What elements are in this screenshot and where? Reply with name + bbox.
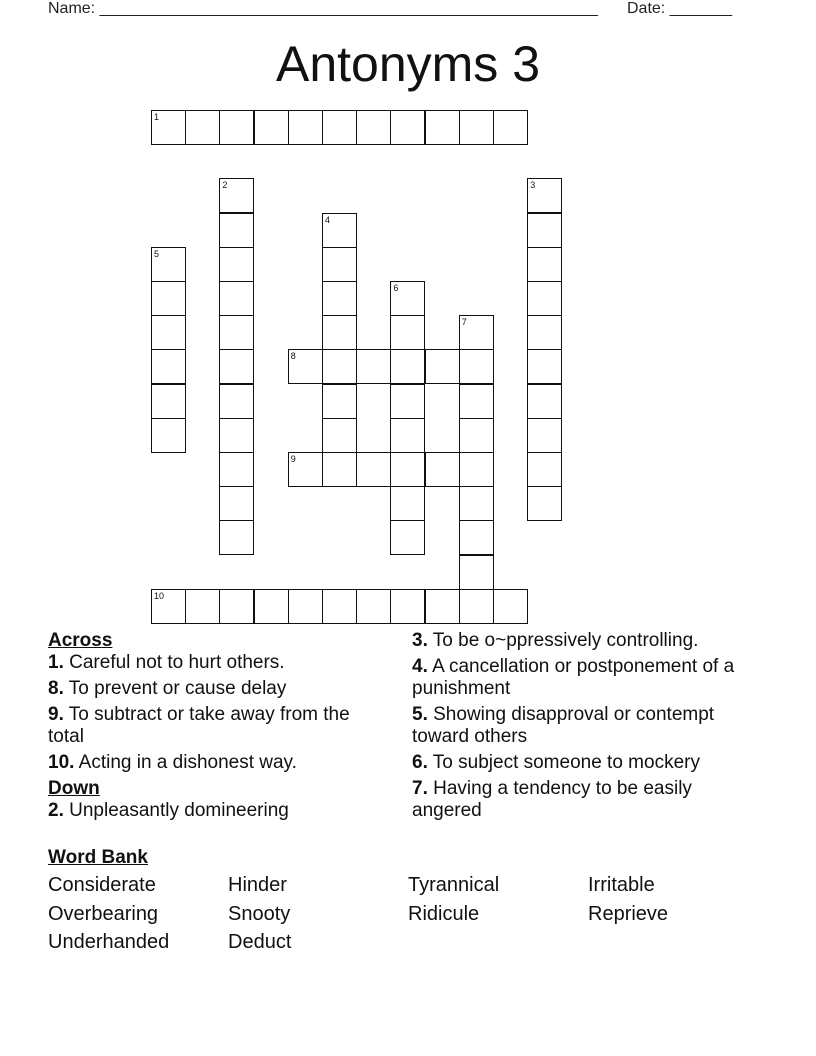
crossword-cell[interactable] [219,589,254,624]
crossword-cell[interactable] [390,349,425,384]
date-line: Date: _______ [627,0,732,17]
crossword-cell[interactable] [219,281,254,316]
word-bank-word: Irritable [588,874,655,896]
word-bank [48,873,768,963]
clue-text: A cancellation or postponement of a punishment [412,656,735,699]
crossword-cell[interactable] [390,418,425,453]
crossword-cell[interactable] [459,520,494,555]
crossword-cell[interactable] [527,384,562,419]
crossword-cell[interactable] [356,452,391,487]
crossword-cell[interactable] [527,213,562,248]
crossword-cell[interactable] [527,452,562,487]
crossword-cell[interactable] [322,110,357,145]
crossword-cell[interactable] [254,110,289,145]
crossword-cell[interactable] [219,349,254,384]
cell-number: 1 [154,112,160,122]
crossword-cell[interactable] [390,384,425,419]
clue-down-2 [48,800,378,822]
crossword-cell[interactable] [219,520,254,555]
clue-number: 9. [48,704,64,725]
word-bank-word: Overbearing [48,903,159,925]
crossword-cell[interactable] [459,486,494,521]
crossword-cell[interactable] [219,384,254,419]
crossword-cell[interactable] [527,349,562,384]
clue-number: 5. [412,704,428,725]
cell-number: 4 [325,214,331,225]
cell-number: 3 [530,180,536,191]
clue-down-6 [412,752,752,774]
crossword-cell[interactable] [390,452,425,487]
clue-text: Careful not to hurt others. [63,652,285,673]
clue-across-10 [48,752,378,774]
crossword-cell[interactable] [390,589,425,624]
clues-right-column [412,630,752,826]
crossword-cell[interactable] [459,452,494,487]
cell-number: 8 [290,351,296,362]
crossword-cell[interactable] [527,315,562,350]
crossword-cell[interactable] [390,520,425,555]
clue-text: To subtract or take away from the total [48,704,350,747]
clue-text: Having a tendency to be easily angered [412,778,692,821]
crossword-cell[interactable] [527,486,562,521]
crossword-cell[interactable] [322,589,357,624]
crossword-cell[interactable] [219,315,254,350]
clue-number: 7. [412,778,428,799]
crossword-cell[interactable] [356,110,391,145]
cell-number: 9 [290,454,296,464]
crossword-cell[interactable] [185,589,220,624]
word-bank-word: Deduct [228,931,292,953]
crossword-cell[interactable] [219,110,254,145]
word-bank-word: Snooty [228,903,291,925]
crossword-cell[interactable] [288,110,323,145]
crossword-cell[interactable] [390,315,425,350]
crossword-cell[interactable] [322,247,357,282]
crossword-cell[interactable] [151,315,186,350]
clues-left-column [48,630,378,826]
clue-number: 1. [48,652,64,673]
crossword-cell[interactable] [493,110,528,145]
crossword-cell[interactable] [322,418,357,453]
word-bank-word: Ridicule [408,903,480,925]
clue-down-5 [412,704,752,748]
cell-number: 5 [154,248,160,259]
puzzle-title: Antonyms 3 [275,36,540,92]
crossword-cell[interactable] [527,281,562,316]
crossword-cell[interactable] [390,110,425,145]
crossword-cell[interactable] [459,418,494,453]
cell-number: 2 [222,180,228,191]
down-heading: Down [48,778,100,799]
crossword-cell[interactable] [493,589,528,624]
crossword-cell[interactable] [425,110,460,145]
clue-number: 3. [412,630,428,651]
clue-across-9 [48,704,378,748]
crossword-cell[interactable] [459,589,494,624]
crossword-cell[interactable] [527,247,562,282]
clue-text: Acting in a dishonest way. [74,752,297,773]
crossword-cell[interactable] [459,349,494,384]
clue-number: 6. [412,752,428,773]
crossword-cell[interactable] [322,281,357,316]
word-bank-word: Underhanded [48,931,170,953]
crossword-cell[interactable] [459,384,494,419]
cell-number: 10 [154,590,165,601]
crossword-cell[interactable] [425,349,460,384]
clue-text: To subject someone to mockery [427,752,700,773]
crossword-cell[interactable] [322,349,357,384]
clue-across-1 [48,652,378,674]
crossword-cell[interactable] [288,589,323,624]
word-bank-title: Word Bank [48,847,148,868]
clue-number: 8. [48,678,64,699]
word-bank-word: Hinder [228,874,287,896]
crossword-cell[interactable] [219,213,254,248]
clue-text: To be o~ppressively controlling. [427,630,699,651]
crossword-cell[interactable] [254,589,289,624]
crossword-cell[interactable] [459,110,494,145]
crossword-cell[interactable] [219,418,254,453]
clue-text: Showing disapproval or contempt toward others [412,704,715,747]
crossword-cell[interactable] [219,452,254,487]
clue-down-7 [412,778,752,822]
crossword-cell[interactable] [390,486,425,521]
clue-text: Unpleasantly domineering [63,800,289,821]
crossword-cell[interactable] [185,110,220,145]
crossword-cell[interactable] [425,589,460,624]
crossword-cell[interactable] [356,589,391,624]
crossword-cell[interactable] [219,486,254,521]
crossword-cell[interactable] [151,418,186,453]
crossword-cell[interactable] [219,247,254,282]
across-heading: Across [48,630,113,651]
word-bank-word: Considerate [48,874,156,896]
clue-number: 2. [48,800,64,821]
clue-down-4 [412,656,752,700]
crossword-cell[interactable] [322,452,357,487]
crossword-cell[interactable] [151,281,186,316]
crossword-cell[interactable] [459,555,494,590]
clue-number: 10. [48,752,75,773]
crossword-cell[interactable] [356,349,391,384]
cell-number: 6 [393,283,399,293]
crossword-cell[interactable] [425,452,460,487]
clue-across-8 [48,678,378,700]
crossword-cell[interactable] [527,418,562,453]
name-line: Name: ________________________________________________________ [48,0,598,17]
clue-down-3 [412,630,752,652]
clue-text: To prevent or cause delay [63,678,287,699]
cell-number: 7 [461,317,467,328]
word-bank-word: Tyrannical [408,874,500,896]
crossword-cell[interactable] [322,384,357,419]
crossword-cell[interactable] [151,349,186,384]
word-bank-word: Reprieve [588,903,669,925]
crossword-cell[interactable] [151,384,186,419]
crossword-cell[interactable] [322,315,357,350]
clue-number: 4. [412,656,428,677]
